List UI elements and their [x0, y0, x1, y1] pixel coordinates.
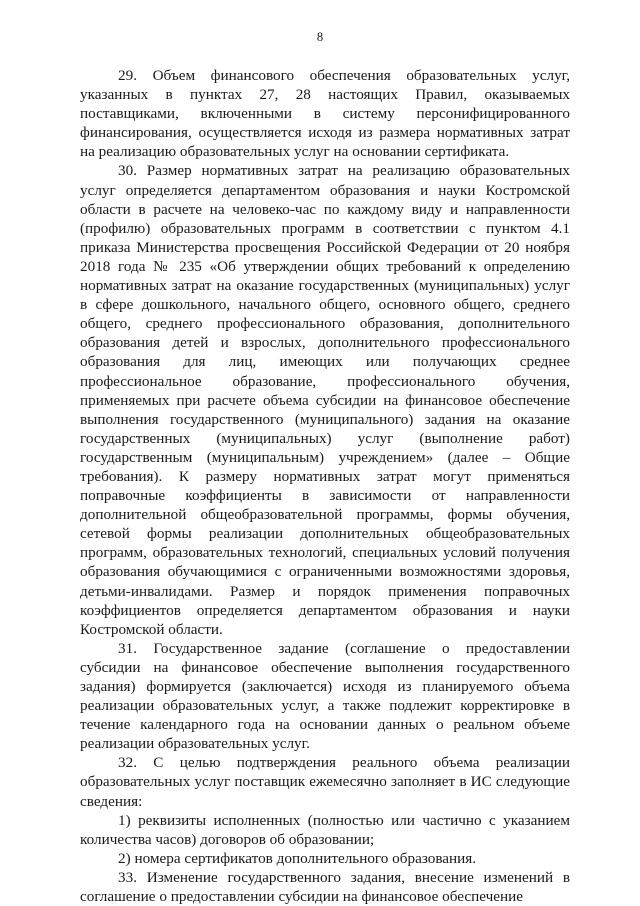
list-item-1: 1) реквизиты исполненных (полностью или частично с указанием количества часов) договоров об образовании;: [80, 811, 570, 848]
paragraph-31: 31. Государственное задание (соглашение о предоставлении субсидии на финансовое обеспечение выполнения государственного задания) формируется (заключается) исходя из планируемого объема реализации образовательных услуг, а также подлежит корректировке в течение календарного года на основании данных о реальном объеме реализации образовательных услуг.: [80, 639, 570, 753]
paragraph-30: 30. Размер нормативных затрат на реализацию образовательных услуг определяется департаментом образования и науки Костромской области в расчете на человеко-час по каждому виду и направленности (профилю) образовательных программ в соответствии с пунктом 4.1 приказа Министерства просвещения Российской Федерации от 20 ноября 2018 года № 235 «Об утверждении общих требований к определению нормативных затрат на оказание государственных (муниципальных) услуг в сфере дошкольного, начального общего, основного общего, среднего общего, среднего профессионального образования, дополнительного образования детей и взрослых, дополнительного профессионального образования для лиц, имеющих или получающих среднее профессиональное образование, профессионального обучения, применяемых при расчете объема субсидии на финансовое обеспечение выполнения государственного (муниципального) задания на оказание государственных (муниципальных) услуг (выполнение работ) государственным (муниципальным) учреждением» (далее – Общие требования). К размеру нормативных затрат могут применяться поправочные коэффициенты в зависимости от направленности дополнительной общеобразовательной программы, формы обучения, сетевой формы реализации дополнительных общеобразовательных программ, образовательных технологий, специальных условий получения образования обучающимися с ограниченными возможностями здоровья, детьми-инвалидами. Размер и порядок применения поправочных коэффициентов определяется департаментом образования и науки Костромской области.: [80, 162, 570, 638]
paragraph-33: 33. Изменение государственного задания, внесение изменений в соглашение о предоставлении субсидии на финансовое обеспечение: [80, 868, 570, 906]
document-body: [80, 66, 570, 906]
page-number: 8: [316, 30, 324, 44]
paragraph-29: 29. Объем финансового обеспечения образовательных услуг, указанных в пунктах 27, 28 настоящих Правил, оказываемых поставщиками, включенными в систему персонифицированного финансирования, осуществляется исходя из размера нормативных затрат на реализацию образовательных услуг на основании сертификата.: [80, 67, 570, 161]
paragraph-32: 32. С целью подтверждения реального объема реализации образовательных услуг поставщик ежемесячно заполняет в ИС следующие сведения:: [80, 754, 570, 810]
list-item-2: 2) номера сертификатов дополнительного образования.: [118, 849, 477, 867]
